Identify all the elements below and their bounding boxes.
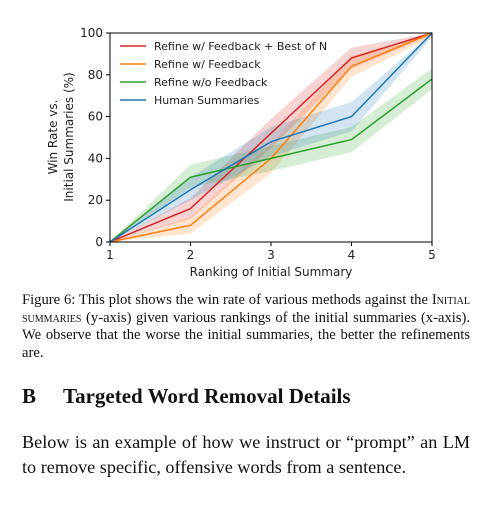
section-number: B bbox=[22, 384, 37, 408]
caption-smallcaps-term: Initial summaries bbox=[22, 292, 470, 326]
body-paragraph: Below is an example of how we instruct or “prompt” an LM to remove specific, offensive words from a sentence. bbox=[22, 432, 470, 477]
y-tick-label-20: 20 bbox=[87, 193, 103, 208]
y-tick-label-100: 100 bbox=[80, 26, 103, 40]
legend-label-0: Refine w/ Feedback + Best of N bbox=[154, 40, 328, 53]
x-axis-label: Ranking of Initial Summary bbox=[189, 265, 353, 279]
legend-label-2: Refine w/o Feedback bbox=[154, 76, 268, 89]
y-tick-label-0: 0 bbox=[95, 235, 103, 249]
caption-suffix: (y-axis) given various rankings of the initial summaries (x-axis). We observe that the worse the initial summaries, the better the refinements are. bbox=[22, 309, 470, 361]
section-title: Targeted Word Removal Details bbox=[63, 384, 351, 408]
y-axis-label-line-2: Initial Summaries (%) bbox=[62, 72, 76, 202]
y-tick-label-80: 80 bbox=[87, 67, 103, 82]
x-tick-label-1: 1 bbox=[106, 248, 114, 262]
x-tick-label-2: 2 bbox=[186, 248, 195, 262]
y-tick-label-60: 60 bbox=[87, 109, 103, 124]
y-axis-label-line-1: Win Rate vs. bbox=[46, 99, 60, 175]
section-heading bbox=[22, 384, 472, 409]
x-tick-label-5: 5 bbox=[428, 248, 436, 262]
legend-label-3: Human Summaries bbox=[154, 94, 260, 107]
legend-label-1: Refine w/ Feedback bbox=[154, 58, 261, 71]
x-axis bbox=[106, 242, 436, 262]
x-tick-label-3: 3 bbox=[267, 248, 275, 262]
x-tick-label-4: 4 bbox=[347, 248, 356, 262]
y-tick-label-40: 40 bbox=[87, 151, 103, 166]
figure-caption bbox=[22, 292, 470, 362]
caption-prefix: Figure 6: This plot shows the win rate of various methods against the bbox=[22, 292, 432, 308]
y-axis bbox=[80, 26, 110, 249]
